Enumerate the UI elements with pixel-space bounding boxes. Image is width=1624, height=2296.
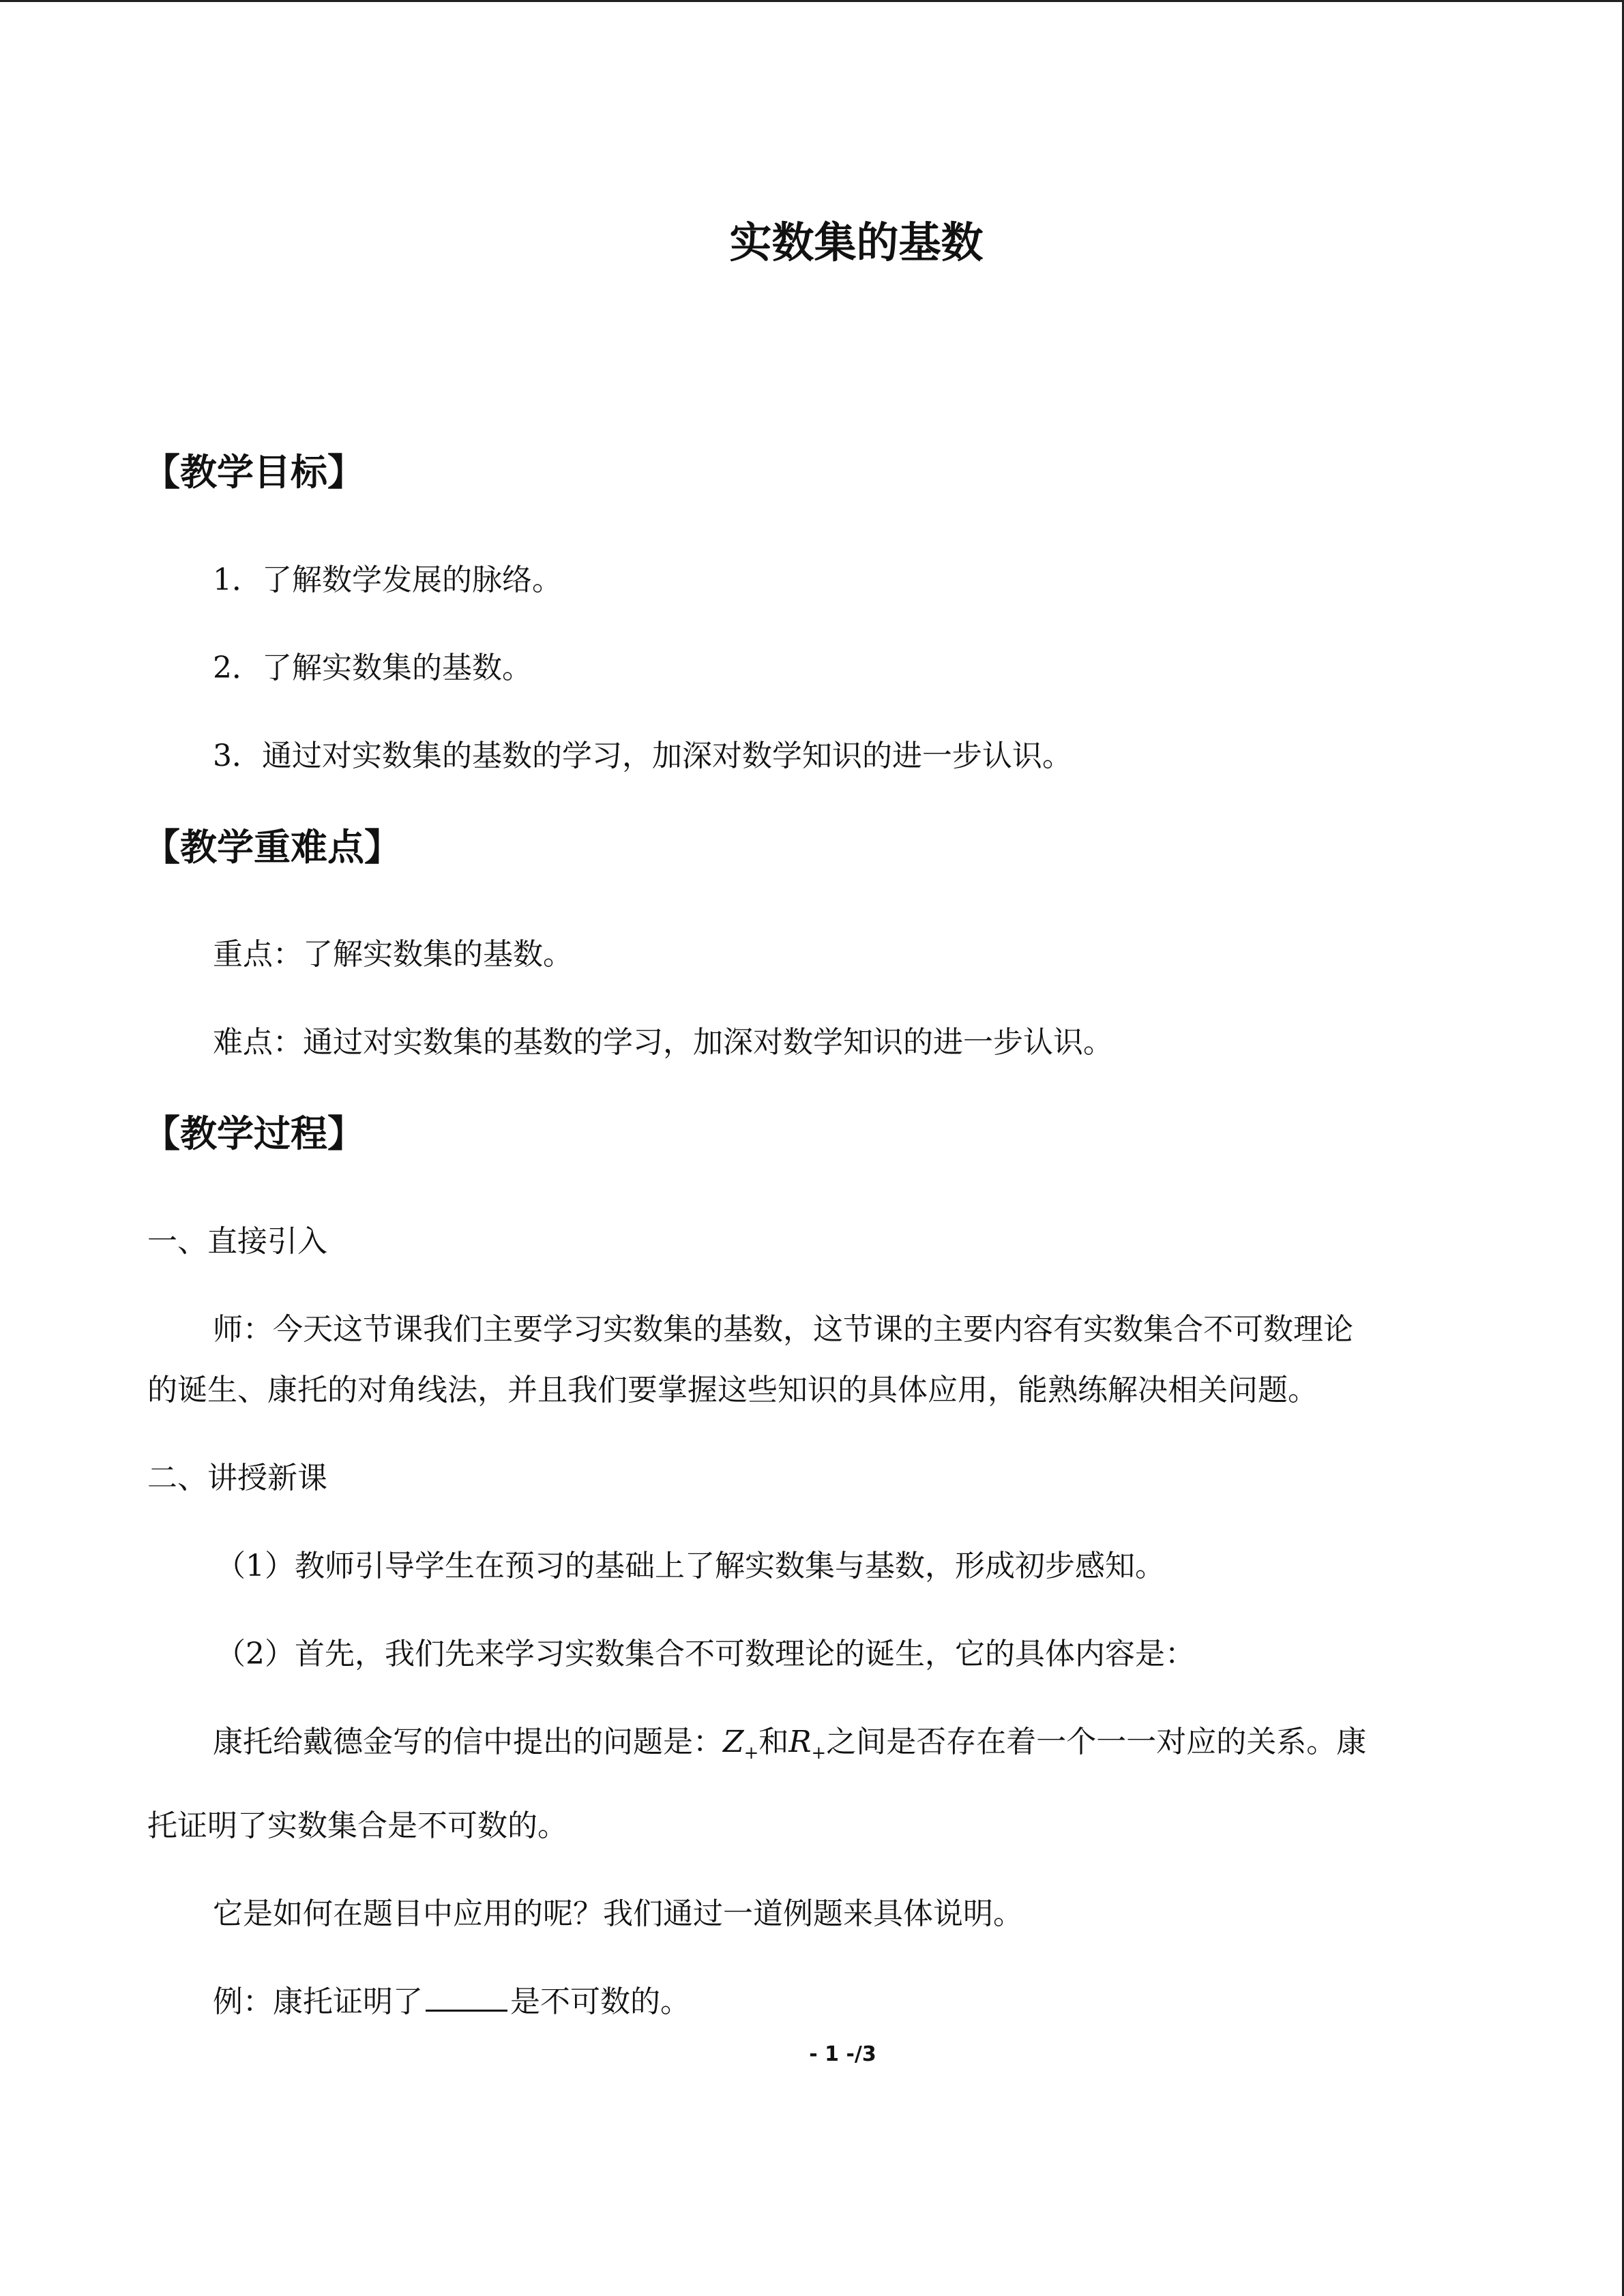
answer-blank: [426, 1982, 507, 2012]
part2-title: 二、讲授新课: [147, 1461, 327, 1495]
heading-key-points: 【教学重难点】: [143, 826, 401, 869]
document-title: 实数集的基数: [729, 218, 984, 267]
objective-item-2: 2．了解实数集的基数。: [213, 651, 532, 685]
set-r-plus: $R_+$: [788, 1725, 827, 1763]
key-point: 重点：了解实数集的基数。: [213, 937, 573, 972]
step-1: （1）教师引导学生在预习的基础上了解实数集与基数，形成初步感知。: [216, 1549, 1165, 1583]
cantor-question-pre: 康托给戴德金写的信中提出的问题是：: [213, 1725, 723, 1759]
cantor-question-line1: [213, 1718, 1366, 1777]
step-2: （2）首先，我们先来学习实数集合不可数理论的诞生，它的具体内容是：: [216, 1637, 1195, 1671]
part1-paragraph-line1: 师：今天这节课我们主要学习实数集的基数，这节课的主要内容有实数集合不可数理论: [213, 1312, 1353, 1347]
difficult-point: 难点：通过对实数集的基数的学习，加深对数学知识的进一步认识。: [213, 1025, 1113, 1060]
objective-item-3: 3．通过对实数集的基数的学习，加深对数学知识的进一步认识。: [213, 739, 1072, 773]
application-intro: 它是如何在题目中应用的呢？我们通过一道例题来具体说明。: [213, 1896, 1023, 1931]
part1-paragraph-line2: 的诞生、康托的对角线法，并且我们要掌握这些知识的具体应用，能熟练解决相关问题。: [147, 1373, 1318, 1407]
heading-objectives: 【教学目标】: [143, 451, 364, 494]
cantor-question-and: 和: [758, 1725, 789, 1759]
page-number: - 1 -/3: [809, 2042, 876, 2066]
part1-title: 一、直接引入: [147, 1224, 327, 1259]
objective-item-1: 1．了解数学发展的脉络。: [213, 563, 562, 597]
example-question: [213, 1978, 690, 2026]
cantor-question-post: 之间是否存在着一个一一对应的关系。康: [826, 1725, 1367, 1759]
cantor-question-line2: 托证明了实数集合是不可数的。: [147, 1808, 567, 1843]
heading-process: 【教学过程】: [143, 1112, 364, 1155]
set-z-plus: $Z_+$: [723, 1725, 759, 1763]
example-pre: 例：康托证明了: [213, 1984, 423, 2019]
example-post: 是不可数的。: [510, 1984, 690, 2019]
